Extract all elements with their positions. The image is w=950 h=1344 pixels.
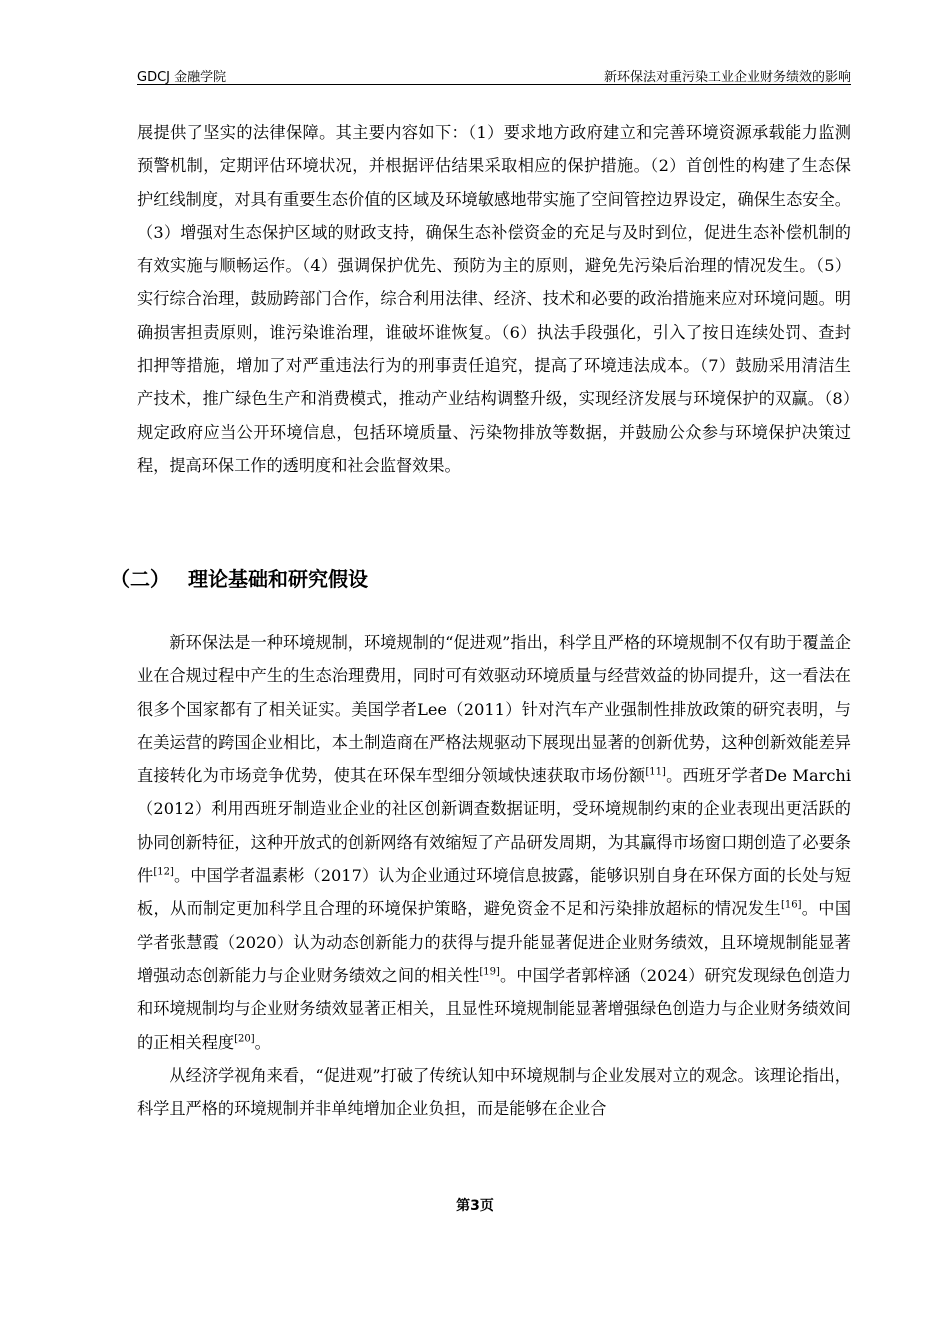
page-header [137, 60, 851, 85]
section-number: （二） [110, 567, 170, 591]
page-number: 第3页 [456, 1198, 494, 1214]
text-segment: 。 [254, 1032, 271, 1052]
text-segment: 。中国学者郭梓涵（2024）研究发现绿色创造力和环境规制均与企业财务绩效显著正相关，且显性环境规制能显著增强绿色创造力与企业财务绩效间的正相关程度 [137, 965, 852, 1052]
citation: [16] [780, 899, 802, 911]
intro-text-block [137, 116, 851, 482]
text-segment: 。中国学者温素彬（2017）认为企业通过环境信息披露，能够识别自身在环保方面的长处与短板，从而制定更加科学且合理的环境保护策略，避免资金不足和污染排放超标的情况发生 [137, 866, 851, 919]
economics-paragraph: 从经济学视角来看，“促进观”打破了传统认知中环境规制与企业发展对立的观念。该理论指出，科学且严格的环境规制并非单纯增加企业负担，而是能够在企业合 [137, 1065, 851, 1119]
header-institution: GDCJ 金融学院 [137, 70, 227, 85]
citation: [12] [153, 866, 174, 878]
intro-paragraph: 展提供了坚实的法律保障。其主要内容如下：（1）要求地方政府建立和完善环境资源承载能力监测预警机制，定期评估环境状况，并根据评估结果采取相应的保护措施。（2）首创性的构建了生态保护红线制度，对具有重要生态价值的区域及环境敏感地带实施了空间管控边界设定，确保生态安全。（3）增强对生态保护区域的财政支持，确保生态补偿资金的充足与及时到位，促进生态补偿机制的有效实施与顺畅运作。（4）强调保护优先、预防为主的原则，避免先污染后治理的情况发生。（5）实行综合治理，鼓励跨部门合作，综合利用法律、经济、技术和必要的政治措施来应对环境问题。明确损害担责原则，谁污染谁治理，谁破坏谁恢复。（6）执法手段强化，引入了按日连续处罚、查封扣押等措施，增加了对严重违法行为的刑事责任追究，提高了环境违法成本。（7）鼓励采用清洁生产技术，推广绿色生产和消费模式，推动产业结构调整升级，实现经济发展与环境保护的双赢。（8）规定政府应当公开环境信息，包括环境质量、污染物排放等数据，并鼓励公众参与环境保护决策过程，提高环保工作的透明度和社会监督效果。 [137, 123, 851, 475]
citation: [20] [234, 1033, 255, 1045]
citation: [19] [479, 966, 500, 978]
header-paper-title: 新环保法对重污染工业企业财务绩效的影响 [603, 70, 851, 85]
section-heading [110, 563, 368, 592]
text-segment: 新环保法是一种环境规制，环境规制的“促进观”指出，科学且严格的环境规制不仅有助于覆盖企业在合规过程中产生的生态治理费用，同时可有效驱动环境质量与经营效益的协同提升，这一看法在很多个国家都有了相关证实。美国学者Lee（2011）针对汽车产业强制性排放政策的研究表明，与在美运营的跨国企业相比，本土制造商在严格法规驱动下展现出显著的创新优势，这种创新效能差异直接转化为市场竞争优势，使其在环保车型细分领域快速获取市场份额 [137, 633, 851, 786]
section-body [137, 626, 851, 1125]
theory-paragraph [137, 626, 851, 1059]
text-segment: 。中国学者张慧霞（2020）认为动态创新能力的获得与提升能显著促进企业财务绩效，且环境规制能显著增强动态创新能力与企业财务绩效之间的相关性 [137, 899, 852, 985]
citation: [11] [645, 766, 666, 778]
text-segment: 。西班牙学者De Marchi（2012）利用西班牙制造业企业的社区创新调查数据证明，受环境规制约束的企业表现出更活跃的协同创新特征，这种开放式的创新网络有效缩短了产品研发周期，为其赢得市场窗口期创造了必要条件 [137, 766, 851, 886]
section-title: 理论基础和研究假设 [188, 567, 368, 591]
